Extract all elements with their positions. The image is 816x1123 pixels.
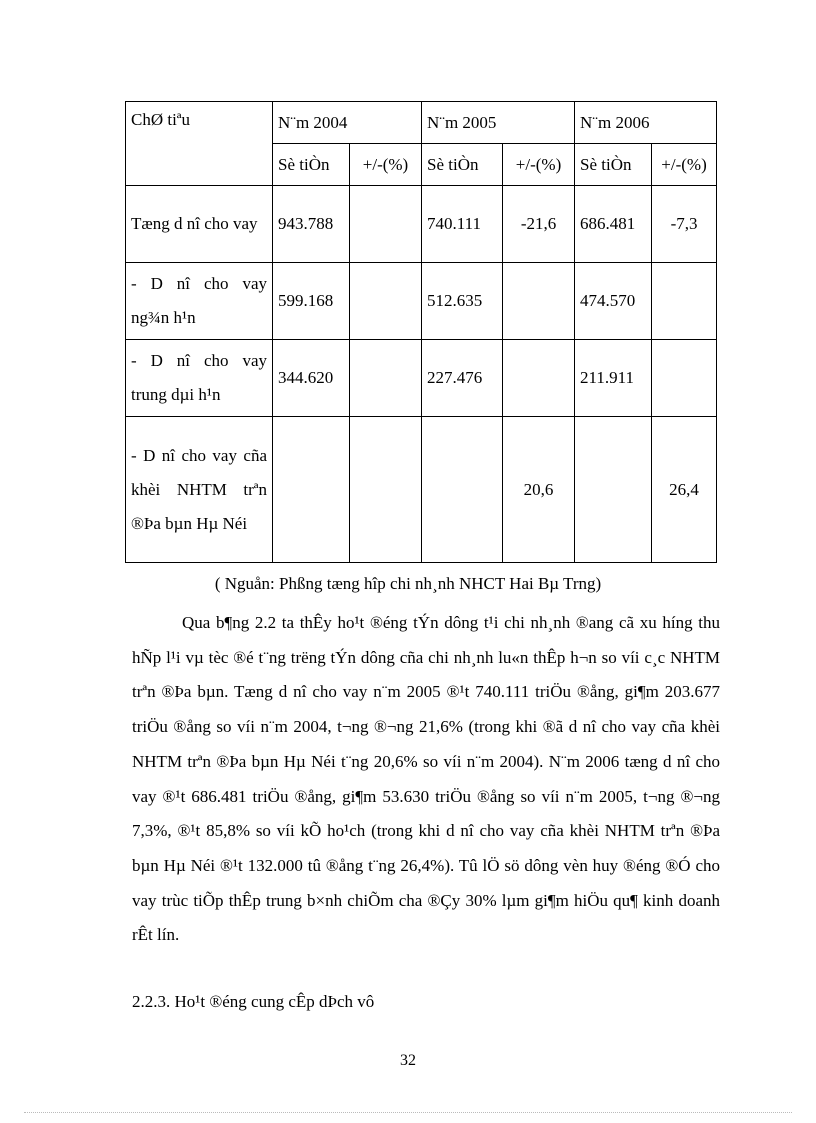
page-bottom-divider bbox=[24, 1112, 792, 1113]
cell-pct: -21,6 bbox=[503, 186, 575, 263]
header-pct-2005: +/-(%) bbox=[503, 144, 575, 186]
row-label: - D nî cho vay ng¾n h¹n bbox=[126, 263, 273, 340]
header-amount-2006: Sè tiÒn bbox=[575, 144, 652, 186]
row-label: - D nî cho vay cña khèi NHTM trªn ®Þa bµn Hµ Néi bbox=[126, 417, 273, 563]
cell-pct: -7,3 bbox=[652, 186, 717, 263]
cell-value: 211.911 bbox=[575, 340, 652, 417]
cell-pct bbox=[652, 263, 717, 340]
cell-pct: 26,4 bbox=[652, 417, 717, 563]
cell-pct bbox=[652, 340, 717, 417]
cell-value bbox=[273, 417, 350, 563]
table-source-note: ( Nguån: Phßng tæng hîp chi nh¸nh NHCT Hai Bµ Trng) bbox=[214, 574, 602, 593]
header-year-2004: N¨m 2004 bbox=[273, 102, 422, 144]
cell-pct bbox=[350, 417, 422, 563]
header-amount-2004: Sè tiÒn bbox=[273, 144, 350, 186]
cell-pct bbox=[350, 340, 422, 417]
section-heading: 2.2.3. Ho¹t ®éng cung cÊp dÞch vô bbox=[132, 992, 375, 1011]
cell-pct: 20,6 bbox=[503, 417, 575, 563]
cell-value: 740.111 bbox=[422, 186, 503, 263]
cell-value: 686.481 bbox=[575, 186, 652, 263]
cell-pct bbox=[503, 340, 575, 417]
cell-value: 344.620 bbox=[273, 340, 350, 417]
header-indicator: ChØ tiªu bbox=[126, 102, 273, 186]
header-amount-2005: Sè tiÒn bbox=[422, 144, 503, 186]
loan-table bbox=[125, 101, 717, 563]
cell-value: 943.788 bbox=[273, 186, 350, 263]
cell-pct bbox=[350, 263, 422, 340]
cell-value: 474.570 bbox=[575, 263, 652, 340]
cell-value: 512.635 bbox=[422, 263, 503, 340]
header-pct-2004: +/-(%) bbox=[350, 144, 422, 186]
paragraph-text: Qua b¶ng 2.2 ta thÊy ho¹t ®éng tÝn dông t¹i chi nh¸nh ®ang cã xu híng thu hÑp l¹i vµ tèc ®é t¨ng trëng tÝn dông cña chi nh¸nh lu«n thÊp h¬n so víi c¸c NHTM trªn ®Þa bµn. Tæng d nî cho vay n¨m 2005 ®¹t 740.111 triÖu ®ång, gi¶m 203.677 triÖu ®ång so víi n¨m 2004, t¬ng ®¬ng 21,6% (trong khi ®ã d nî cho vay cña khèi NHTM trªn ®Þa bµn Hµ Néi t¨ng 20,6% so víi n¨m 2004). N¨m 2006 tæng d nî cho vay ®¹t 686.481 triÖu ®ång, gi¶m 53.630 triÖu ®ång so víi n¨m 2005, t¬ng ®¬ng 7,3%, ®¹t 85,8% so víi kÕ ho¹ch (trong khi d nî cho vay cña khèi NHTM trªn ®Þa bµn Hµ Néi ®¹t 132.000 tû ®ång t¨ng 26,4%). Tû lÖ sö dông vèn huy ®éng ®Ó cho vay trùc tiÕp thÊp trung b×nh chiÕm cha ®Çy 30% lµm gi¶m hiÖu qu¶ kinh doanh rÊt lín. bbox=[132, 613, 720, 945]
cell-value: 227.476 bbox=[422, 340, 503, 417]
header-year-2005: N¨m 2005 bbox=[422, 102, 575, 144]
cell-value bbox=[422, 417, 503, 563]
row-label: - D nî cho vay trung dµi h¹n bbox=[126, 340, 273, 417]
header-year-2006: N¨m 2006 bbox=[575, 102, 717, 144]
row-label: Tæng d nî cho vay bbox=[126, 186, 273, 263]
header-pct-2006: +/-(%) bbox=[652, 144, 717, 186]
table-row bbox=[126, 263, 717, 340]
cell-value bbox=[575, 417, 652, 563]
cell-value: 599.168 bbox=[273, 263, 350, 340]
table-row bbox=[126, 417, 717, 563]
table-row bbox=[126, 186, 717, 263]
page-number: 32 bbox=[400, 1052, 416, 1069]
table-row bbox=[126, 340, 717, 417]
cell-pct bbox=[350, 186, 422, 263]
cell-pct bbox=[503, 263, 575, 340]
body-paragraph bbox=[132, 606, 720, 953]
